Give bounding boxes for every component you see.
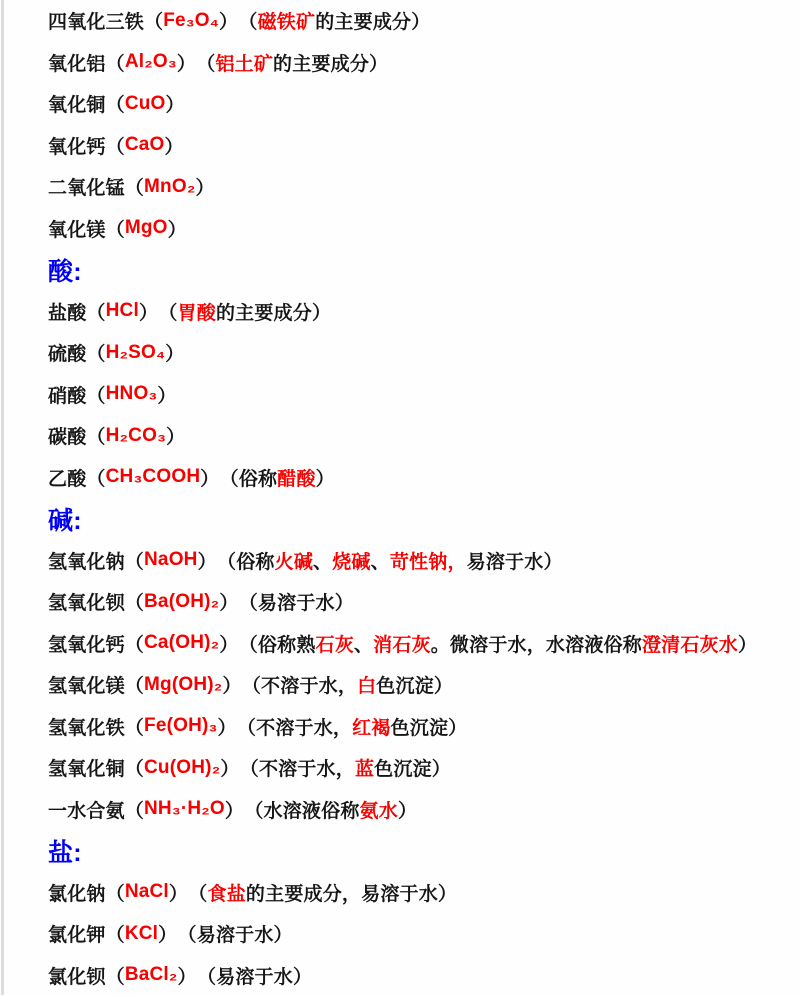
text-segment: 、 — [371, 547, 390, 574]
heading-salt — [0, 830, 800, 872]
text-segment: ） — [168, 215, 187, 242]
entry-acetic-acid — [0, 457, 800, 499]
entry-ferroferric-oxide — [0, 0, 800, 42]
entry-hydrochloric-acid — [0, 291, 800, 333]
entry-calcium-hydroxide — [0, 623, 800, 665]
text-segment: 、 — [313, 547, 332, 574]
entry-carbonic-acid — [0, 415, 800, 457]
formula-text: MnO₂ — [144, 176, 195, 198]
text-segment: 碳酸（ — [48, 422, 106, 449]
section-heading-text: 碱: — [48, 501, 82, 537]
highlight-text: 火碱 — [275, 547, 313, 574]
text-segment: ） （ — [177, 49, 216, 76]
highlight-text: 磁铁矿 — [258, 7, 316, 34]
entry-magnesium-hydroxide — [0, 664, 800, 706]
text-segment: 色沉淀） — [376, 671, 453, 698]
text-segment: ） — [157, 381, 176, 408]
formula-text: CuO — [125, 93, 166, 115]
entry-nitric-acid — [0, 374, 800, 416]
text-segment: ） （不溶于水， — [218, 713, 353, 740]
text-segment: 氢氧化钡（ — [48, 588, 144, 615]
formula-text: CH₃COOH — [106, 466, 201, 488]
text-segment: 的主要成分，易溶于水） — [246, 879, 457, 906]
formula-text: KCl — [125, 923, 158, 945]
entry-potassium-chloride — [0, 913, 800, 955]
text-segment: 四氧化三铁（ — [48, 7, 163, 34]
text-segment: 氧化镁（ — [48, 215, 125, 242]
entry-calcium-oxide — [0, 125, 800, 167]
entry-sodium-hydroxide — [0, 540, 800, 582]
text-segment: 氢氧化钠（ — [48, 547, 144, 574]
text-segment: 氧化钙（ — [48, 132, 125, 159]
entry-iron-hydroxide — [0, 706, 800, 748]
highlight-text: 蓝 — [355, 754, 374, 781]
text-segment: ） （ — [139, 298, 178, 325]
text-segment: ） （俗称熟 — [219, 630, 315, 657]
text-segment: 氯化钠（ — [48, 879, 125, 906]
highlight-text: 食盐 — [208, 879, 246, 906]
text-segment: ） — [166, 90, 185, 117]
text-segment: ） （易溶于水） — [178, 962, 313, 989]
text-segment: ） — [316, 464, 335, 491]
highlight-text: 白 — [357, 671, 376, 698]
text-segment: 氧化铜（ — [48, 90, 125, 117]
heading-base — [0, 498, 800, 540]
highlight-text: 消石灰 — [373, 630, 431, 657]
text-segment: 色沉淀） — [374, 754, 451, 781]
text-segment: 氢氧化钙（ — [48, 630, 144, 657]
text-segment: 、 — [354, 630, 373, 657]
formula-text: NaCl — [125, 881, 169, 903]
text-segment: ） （不溶于水， — [222, 671, 357, 698]
text-segment: ） — [166, 422, 185, 449]
entry-manganese-dioxide — [0, 166, 800, 208]
entry-barium-chloride — [0, 955, 800, 996]
text-segment: 氢氧化铜（ — [48, 754, 144, 781]
text-segment: 氧化铝（ — [48, 49, 125, 76]
formula-text: HCl — [106, 300, 139, 322]
text-segment: ） （俗称 — [200, 464, 277, 491]
text-segment: 氢氧化铁（ — [48, 713, 144, 740]
text-segment: ） （易溶于水） — [158, 920, 293, 947]
formula-text: Mg(OH)₂ — [144, 674, 222, 696]
text-segment: 色沉淀） — [391, 713, 468, 740]
text-segment: ） — [165, 339, 184, 366]
entry-aluminium-oxide — [0, 42, 800, 84]
formula-text: H₂SO₄ — [106, 342, 166, 364]
highlight-text: 铝土矿 — [215, 49, 273, 76]
formula-text: Cu(OH)₂ — [144, 757, 220, 779]
text-segment: ） （ — [219, 7, 258, 34]
formula-text: NaOH — [144, 549, 198, 571]
text-segment: 乙酸（ — [48, 464, 106, 491]
text-segment: ） （ — [169, 879, 208, 906]
entry-sodium-chloride — [0, 872, 800, 914]
formula-text: MgO — [125, 217, 168, 239]
text-segment: 。微溶于水，水溶液俗称 — [431, 630, 642, 657]
text-segment: 盐酸（ — [48, 298, 106, 325]
entry-barium-hydroxide — [0, 581, 800, 623]
text-segment: 硫酸（ — [48, 339, 106, 366]
text-segment: 氯化钾（ — [48, 920, 125, 947]
text-segment: 的主要成分） — [315, 7, 430, 34]
text-segment: ） — [195, 173, 214, 200]
entry-magnesium-oxide — [0, 208, 800, 250]
text-segment: 一水合氨（ — [48, 796, 144, 823]
highlight-text: 烧碱 — [332, 547, 370, 574]
formula-text: Fe(OH)₃ — [144, 715, 218, 737]
highlight-text: 醋酸 — [277, 464, 315, 491]
formula-text: HNO₃ — [106, 383, 158, 405]
highlight-text: 胃酸 — [178, 298, 216, 325]
heading-acid — [0, 249, 800, 291]
formula-text: Ba(OH)₂ — [144, 591, 219, 613]
formula-text: H₂CO₃ — [106, 425, 166, 447]
section-heading-text: 盐: — [48, 833, 82, 869]
entry-ammonia-monohydrate — [0, 789, 800, 831]
text-segment: 的主要成分） — [216, 298, 331, 325]
text-segment: 的主要成分） — [273, 49, 388, 76]
text-segment: ） （俗称 — [198, 547, 275, 574]
highlight-text: 红褐 — [352, 713, 390, 740]
text-segment: ） （不溶于水， — [220, 754, 355, 781]
text-segment: 氯化钡（ — [48, 962, 125, 989]
highlight-text: 澄清石灰水 — [642, 630, 738, 657]
text-segment: 易溶于水） — [467, 547, 563, 574]
formula-text: CaO — [125, 134, 165, 156]
formula-text: Al₂O₃ — [125, 51, 177, 73]
highlight-text: 苛性钠， — [390, 547, 467, 574]
text-segment: ） — [398, 796, 417, 823]
formula-text: Fe₃O₄ — [163, 10, 219, 32]
formula-text: BaCl₂ — [125, 964, 178, 986]
text-segment: ） （易溶于水） — [219, 588, 354, 615]
text-segment: ） （水溶液俗称 — [225, 796, 360, 823]
formula-text: Ca(OH)₂ — [144, 632, 219, 654]
formula-text: NH₃·H₂O — [144, 798, 225, 820]
text-segment: ） — [164, 132, 183, 159]
text-segment: 二氧化锰（ — [48, 173, 144, 200]
text-segment: ） — [738, 630, 757, 657]
entry-copper-hydroxide — [0, 747, 800, 789]
highlight-text: 氨水 — [360, 796, 398, 823]
text-segment: 硝酸（ — [48, 381, 106, 408]
entry-sulfuric-acid — [0, 332, 800, 374]
section-heading-text: 酸: — [48, 252, 82, 288]
text-segment: 氢氧化镁（ — [48, 671, 144, 698]
entry-copper-oxide — [0, 83, 800, 125]
highlight-text: 石灰 — [316, 630, 354, 657]
